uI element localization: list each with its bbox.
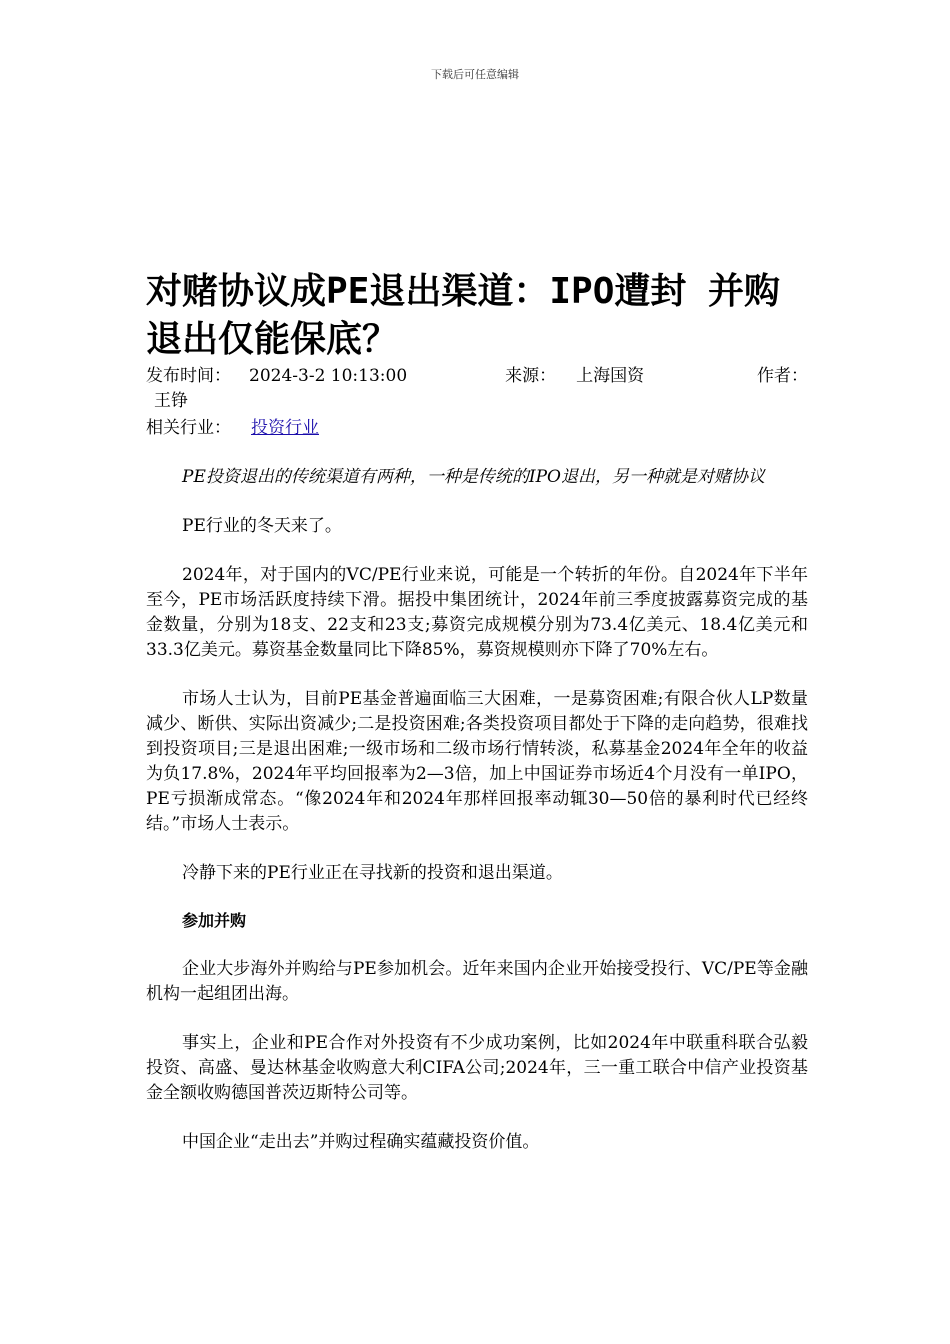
article-lead: PE投资退出的传统渠道有两种，一种是传统的IPO退出，另一种就是对赌协议	[182, 467, 765, 487]
industry-row	[146, 416, 808, 441]
publish-time: 2024-3-2 10:13:00	[249, 366, 408, 386]
author-name: 王铮	[154, 391, 188, 411]
industry-label: 相关行业：	[146, 418, 231, 438]
paragraph: 冷静下来的PE行业正在寻找新的投资和退出渠道。	[182, 863, 563, 883]
publish-label: 发布时间：	[146, 366, 231, 386]
article-meta	[146, 364, 808, 389]
paragraph: 2024年，对于国内的VC/PE行业来说，可能是一个转折的年份。自2024年下半年至今，PE市场活跃度持续下滑。据投中集团统计，2024年前三季度披露募资完成的基金数量，分别为18支、22支和23支;募资完成规模分别为73.4亿美元、18.4亿美元和33.3亿美元。募资基金数量同比下降85%，募资规模则亦下降了70%左右。	[146, 565, 808, 660]
article-title: 对赌协议成PE退出渠道：IPO遭封 并购退出仅能保底？	[146, 271, 781, 360]
section-heading: 参加并购	[182, 911, 247, 930]
paragraph: PE行业的冬天来了。	[182, 516, 342, 536]
source-name: 上海国资	[576, 366, 645, 386]
paragraph: 事实上，企业和PE合作对外投资有不少成功案例，比如2024年中联重科联合弘毅投资、高盛、曼达林基金收购意大利CIFA公司;2024年，三一重工联合中信产业投资基金全额收购德国普茨迈斯特公司等。	[146, 1033, 808, 1103]
paragraph: 中国企业“走出去”并购过程确实蕴藏投资价值。	[182, 1132, 540, 1152]
paragraph: 市场人士认为，目前PE基金普遍面临三大困难，一是募资困难;有限合伙人LP数量减少、断供、实际出资减少;二是投资困难;各类投资项目都处于下降的走向趋势，很难找到投资项目;三是退出困难;一级市场和二级市场行情转淡，私募基金2024年全年的收益为负17.8%，2024年平均回报率为2—3倍，加上中国证券市场近4个月没有一单IPO，PE亏损渐成常态。“像2024年和2024年那样回报率动辄30—50倍的暴利时代已经终结。”市场人士表示。	[146, 689, 808, 834]
source-label: 来源：	[505, 366, 557, 386]
industry-link[interactable]: 投资行业	[251, 418, 319, 438]
author-label: 作者：	[757, 366, 808, 386]
article	[146, 268, 808, 1155]
paragraph: 企业大步海外并购给与PE参加机会。近年来国内企业开始接受投行、VC/PE等金融机构一起组团出海。	[146, 959, 808, 1004]
header-note: 下载后可任意编辑	[431, 68, 519, 81]
